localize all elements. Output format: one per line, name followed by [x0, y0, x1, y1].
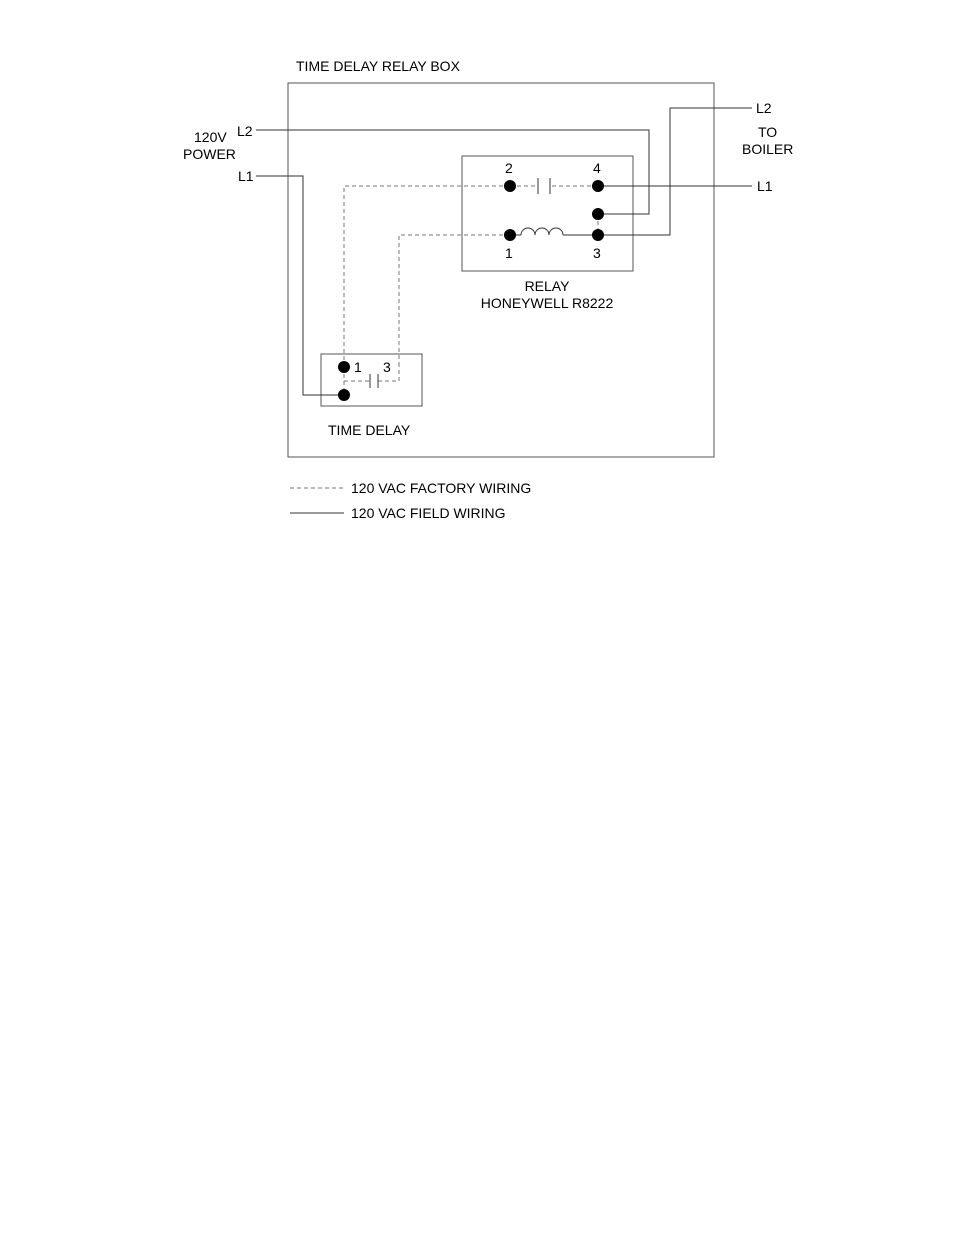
power-label: POWER: [183, 146, 236, 162]
relay-terminal-3-dot: [592, 229, 604, 241]
time-delay-terminal-3-label: 3: [383, 359, 391, 375]
relay-terminal-mid-dot: [592, 208, 604, 220]
relay-terminal-3-label: 3: [593, 245, 601, 261]
relay-terminal-4-dot: [592, 180, 604, 192]
power-l1-label: L1: [238, 168, 254, 184]
legend-factory-label: 120 VAC FACTORY WIRING: [351, 480, 532, 496]
relay-terminal-2-dot: [504, 180, 516, 192]
power-voltage-label: 120V: [194, 129, 227, 145]
relay-coil-icon: [521, 228, 563, 235]
field-wire-power-l2: [256, 130, 649, 214]
relay-terminal-2-label: 2: [505, 160, 513, 176]
relay-model-label: HONEYWELL R8222: [480, 295, 614, 311]
field-wire-boiler-l2: [598, 108, 752, 235]
boiler-l1-label: L1: [757, 178, 773, 194]
boiler-l2-label: L2: [756, 100, 772, 116]
power-l2-label: L2: [237, 123, 253, 139]
field-wire-power-l1: [256, 176, 344, 395]
time-delay-terminal-1-label: 1: [354, 359, 362, 375]
boiler-to-label: TO: [758, 124, 778, 140]
legend-field-label: 120 VAC FIELD WIRING: [351, 505, 506, 521]
time-delay-terminal-1-dot: [338, 361, 350, 373]
relay-terminal-1-dot: [504, 229, 516, 241]
relay-box-outline: [288, 83, 714, 457]
relay-label: RELAY: [524, 278, 570, 294]
factory-wire-td1-relay2: [344, 186, 510, 367]
relay-box-title: TIME DELAY RELAY BOX: [296, 58, 460, 74]
relay-terminal-1-label: 1: [505, 245, 513, 261]
relay-terminal-4-label: 4: [593, 160, 601, 176]
boiler-label: BOILER: [742, 141, 794, 157]
time-delay-outline: [321, 354, 422, 406]
time-delay-label: TIME DELAY: [328, 422, 411, 438]
time-delay-terminal-2-dot: [338, 389, 350, 401]
